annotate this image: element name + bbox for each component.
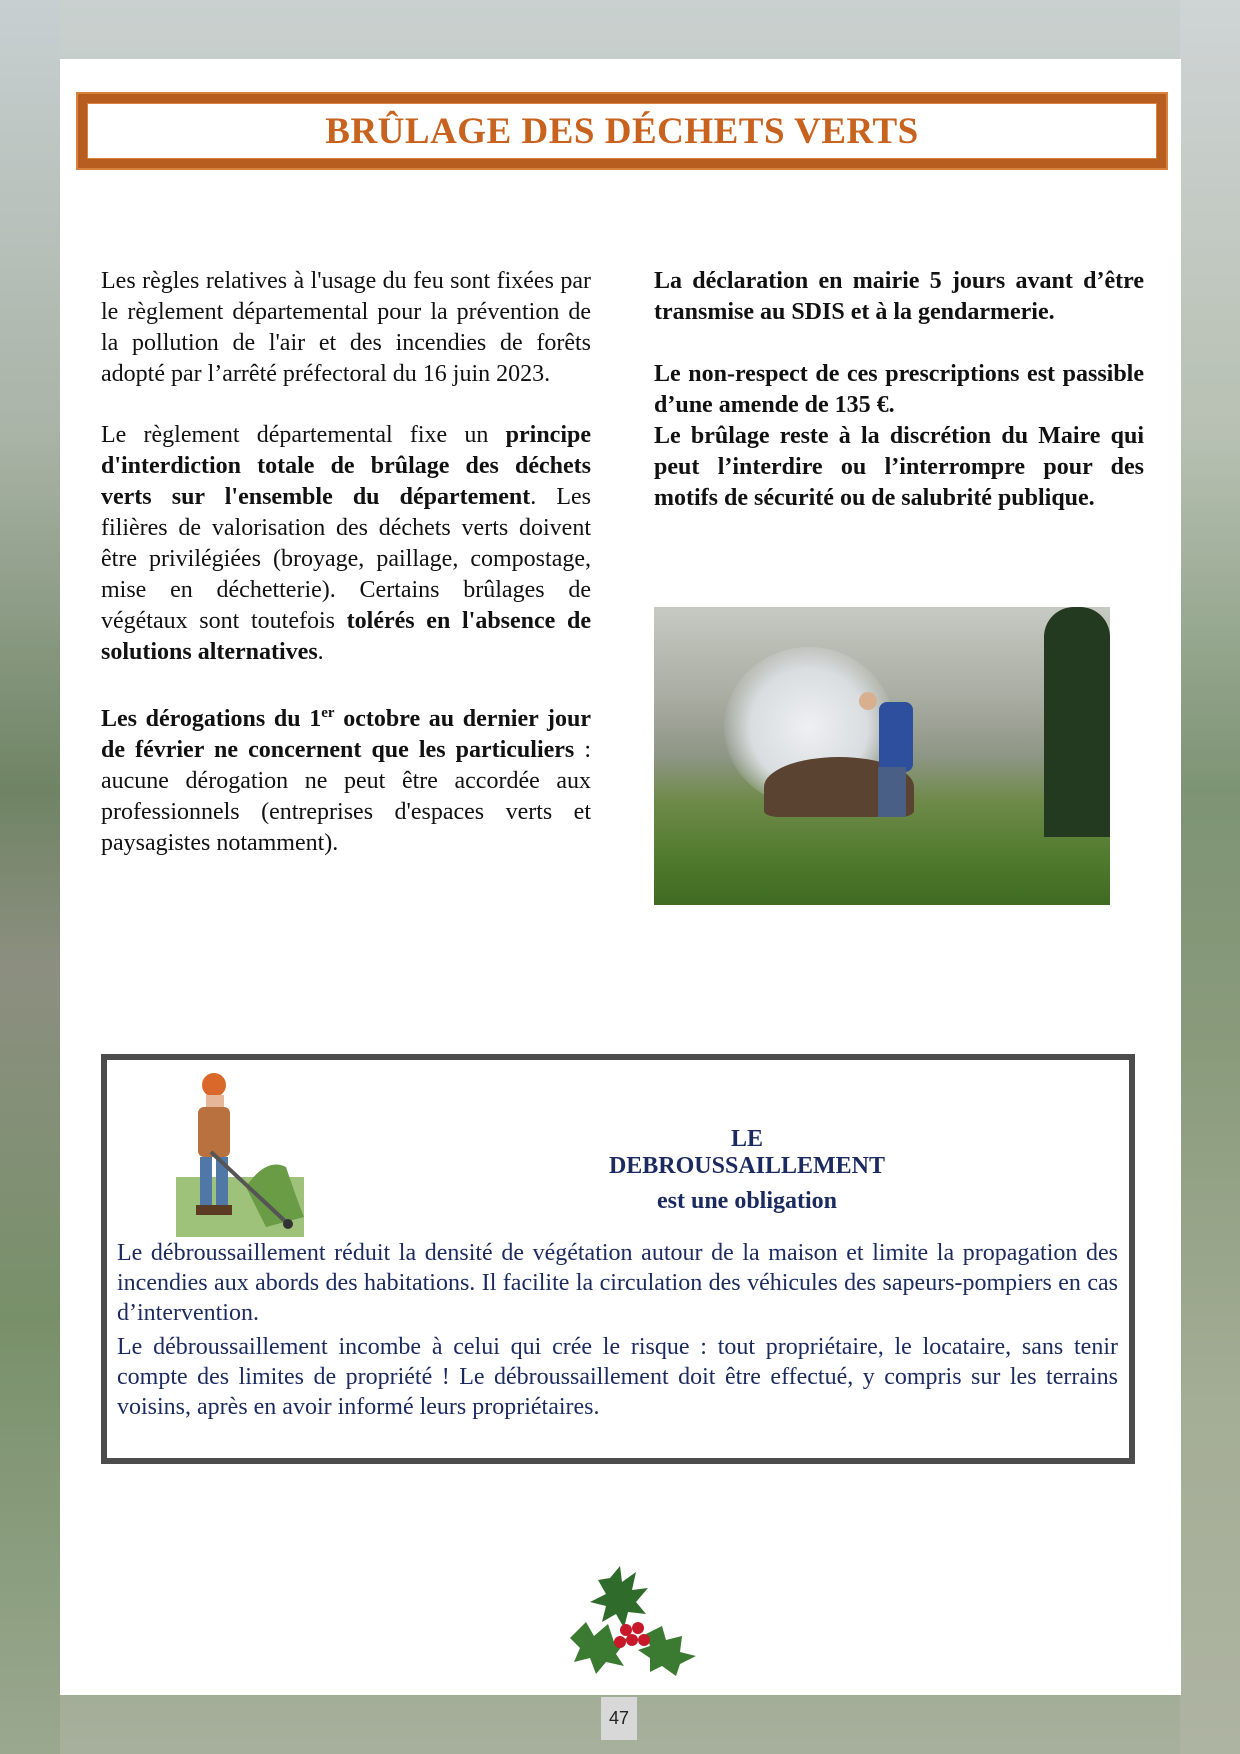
text-run: : aucune dérogation ne peut être accordée aux professionnels (entreprises d'espaces verts et paysagistes notamment). [101, 737, 591, 856]
paragraph-rules: Les règles relatives à l'usage du feu sont fixées par le règlement départemental pour la prévention de la pollution de l'air et des incendies de forêts adopté par l’arrêté préfectoral du 16 juin 2023. [101, 268, 591, 387]
text-run: . Les filières de valorisation des déchets verts doivent être privilégiées (broyage, paillage, compostage, mise en déchetterie). Certains brûlages de végétaux sont toutefois [101, 484, 591, 634]
left-column [101, 266, 591, 889]
man-figure [879, 702, 913, 772]
title-inner [87, 103, 1157, 159]
bold-text: tolérés en l'absence de solutions alternatives [101, 608, 591, 665]
paragraph-interdiction [101, 420, 591, 668]
debroussaillement-title: LE DEBROUSSAILLEMENT [608, 1126, 886, 1179]
burning-photo [654, 607, 1110, 905]
paragraph-amende: Le non-respect de ces prescriptions est passible d’une amende de 135 €. [654, 361, 1144, 418]
background-right [1180, 0, 1240, 1754]
page-number: 47 [601, 1697, 637, 1740]
bold-text [101, 706, 591, 763]
text-run: Les dérogations du 1 [101, 706, 322, 732]
text-run: . [317, 639, 324, 665]
man-head [859, 692, 877, 710]
paragraph-declaration: La déclaration en mairie 5 jours avant d’être transmise au SDIS et à la gendarmerie. [654, 268, 1144, 325]
debroussaillement-text [117, 1238, 1118, 1426]
paragraph-maire: Le brûlage reste à la discrétion du Maire qui peut l’interdire ou l’interrompre pour des motifs de sécurité ou de salubrité publique. [654, 423, 1144, 511]
man-legs [878, 767, 906, 817]
right-column [654, 266, 1144, 514]
paragraph-derogations [101, 698, 591, 859]
page-title: BRÛLAGE DES DÉCHETS VERTS [325, 110, 919, 152]
brushcutter-worker-illustration [176, 1067, 304, 1237]
title-frame [76, 92, 1168, 170]
tree [1044, 607, 1110, 837]
holly-icon [550, 1558, 710, 1678]
text-run: Le règlement départemental fixe un [101, 422, 506, 448]
superscript: er [321, 705, 335, 721]
debroussaillement-box [101, 1054, 1135, 1464]
background-left [0, 0, 60, 1754]
debroussaillement-paragraph-2: Le débroussaillement incombe à celui qui crée le risque : tout propriétaire, le locataire, sans tenir compte des limites de propriété ! Le débroussaillement doit être effectué, y compris sur les terrains voisins, après en avoir informé leurs propriétaires. [117, 1334, 1118, 1420]
text-run: octobre au dernier jour de février ne concernent que les particuliers [101, 706, 591, 763]
debroussaillement-subtitle: est une obligation [656, 1188, 838, 1214]
bold-text: principe d'interdiction totale de brûlage des déchets verts sur l'ensemble du département [101, 422, 591, 510]
debroussaillement-paragraph-1: Le débroussaillement réduit la densité de végétation autour de la maison et limite la propagation des incendies aux abords des habitations. Il facilite la circulation des véhicules des sapeurs-pompiers en cas d’intervention. [117, 1240, 1118, 1326]
